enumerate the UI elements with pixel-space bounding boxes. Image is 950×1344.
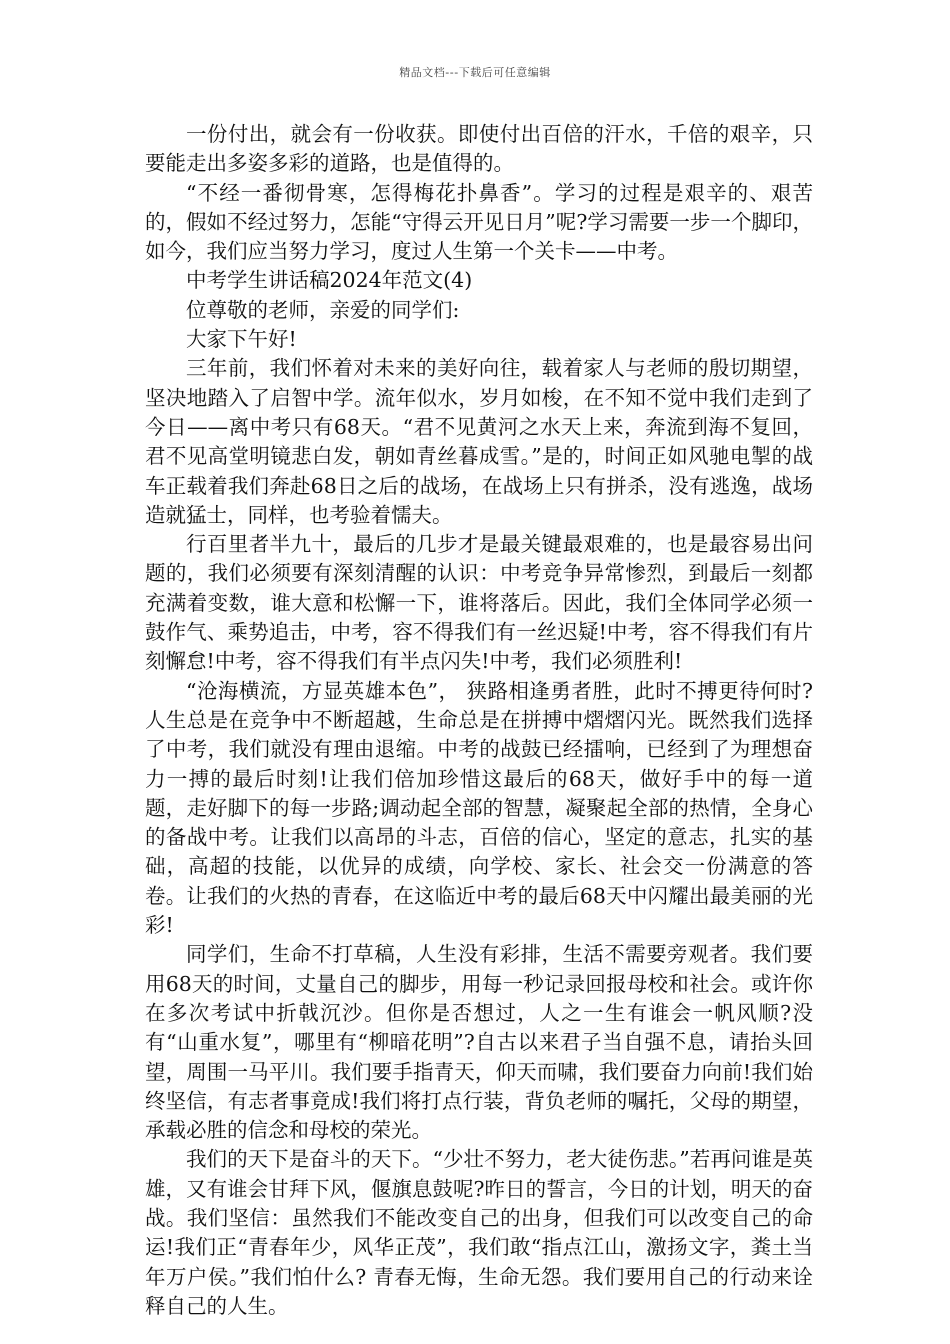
paragraph-continuation: 一份付出，就会有一份收获。即使付出百倍的汗水，千倍的艰辛，只要能走出多姿多彩的道路，也是值得的。 xyxy=(145,122,813,176)
salutation: 位尊敬的老师，亲爱的同学们: xyxy=(186,297,460,322)
paragraph-classmates: 同学们，生命不打草稿，人生没有彩排，生活不需要旁观者。我们要用68天的时间，丈量自己的脚步，用每一秒记录回报母校和社会。或许你在多次考试中折戟沉沙。但你是否想过，人之一生有谁会一帆风顺?没有“山重水复”，哪里有“柳暗花明”?自古以来君子当自强不息，请抬头回望，周围一马平川。我们要手指青天，仰天而啸，我们要奋力向前!我们始终坚信，有志者事竟成!我们将打点行装，背负老师的嘱托，父母的期望，承载必胜的信念和母校的荣光。 xyxy=(145,942,813,1143)
paragraph-heroes: “沧海横流，方显英雄本色”， 狭路相逢勇者胜，此时不搏更待何时?人生总是在竞争中不断超越，生命总是在拼搏中熠熠闪光。既然我们选择了中考，我们就没有理由退缩。中考的战鼓已经擂响，已经到了为理想奋力一搏的最后时刻!让我们倍加珍惜这最后的68天，做好手中的每一道题，走好脚下的每一步路;调动起全部的智慧，凝聚起全部的热情，全身心的备战中考。让我们以高昂的斗志，百倍的信心，坚定的意志，扎实的基础，高超的技能，以优异的成绩，向学校、家长、社会交一份满意的答卷。让我们的火热的青春，在这临近中考的最后68天中闪耀出最美丽的光彩! xyxy=(145,678,813,938)
document-body xyxy=(145,120,813,1321)
paragraph-hundred-li: 行百里者半九十，最后的几步才是最关键最艰难的，也是最容易出问题的，我们必须要有深刻清醒的认识：中考竞争异常惨烈，到最后一刻都充满着变数，谁大意和松懈一下，谁将落后。因此，我们全体同学必须一鼓作气、乘势追击，中考，容不得我们有一丝迟疑!中考，容不得我们有片刻懈怠!中考，容不得我们有半点闪失!中考，我们必须胜利! xyxy=(145,532,813,674)
greeting: 大家下午好! xyxy=(186,327,297,352)
paragraph-three-years: 三年前，我们怀着对未来的美好向往，载着家人与老师的殷切期望，坚决地踏入了启智中学。流年似水，岁月如梭，在不知不觉中我们走到了今日——离中考只有68天。“君不见黄河之水天上来，奔流到海不复回，君不见高堂明镜悲白发，朝如青丝暮成雪。”是的，时间正如风驰电掣的战车正载着我们奔赴68日之后的战场，在战场上只有拼杀，没有逃逸，战场造就猛士，同样，也考验着懦夫。 xyxy=(145,356,813,527)
paragraph-struggle: 我们的天下是奋斗的天下。“少壮不努力，老大徒伤悲。”若再问谁是英雄，又有谁会甘拜下风，偃旗息鼓呢?昨日的誓言，今日的计划，明天的奋战。我们坚信：虽然我们不能改变自己的出身，但我们可以改变自己的命运!我们正“青春年少，风华正茂”，我们敢“指点江山，激扬文字，粪土当年万户侯。”我们怕什么? 青春无悔，生命无怨。我们要用自己的行动来诠释自己的人生。 xyxy=(145,1147,813,1318)
paragraph-plum-blossom: “不经一番彻骨寒，怎得梅花扑鼻香”。学习的过程是艰辛的、艰苦的，假如不经过努力，怎能“守得云开见日月”呢?学习需要一步一个脚印，如今，我们应当努力学习，度过人生第一个关卡——中考。 xyxy=(145,180,813,264)
section-title: 中考学生讲话稿2024年范文(4) xyxy=(186,268,473,293)
page-header: 精品文档---下载后可任意编辑 xyxy=(399,66,551,79)
